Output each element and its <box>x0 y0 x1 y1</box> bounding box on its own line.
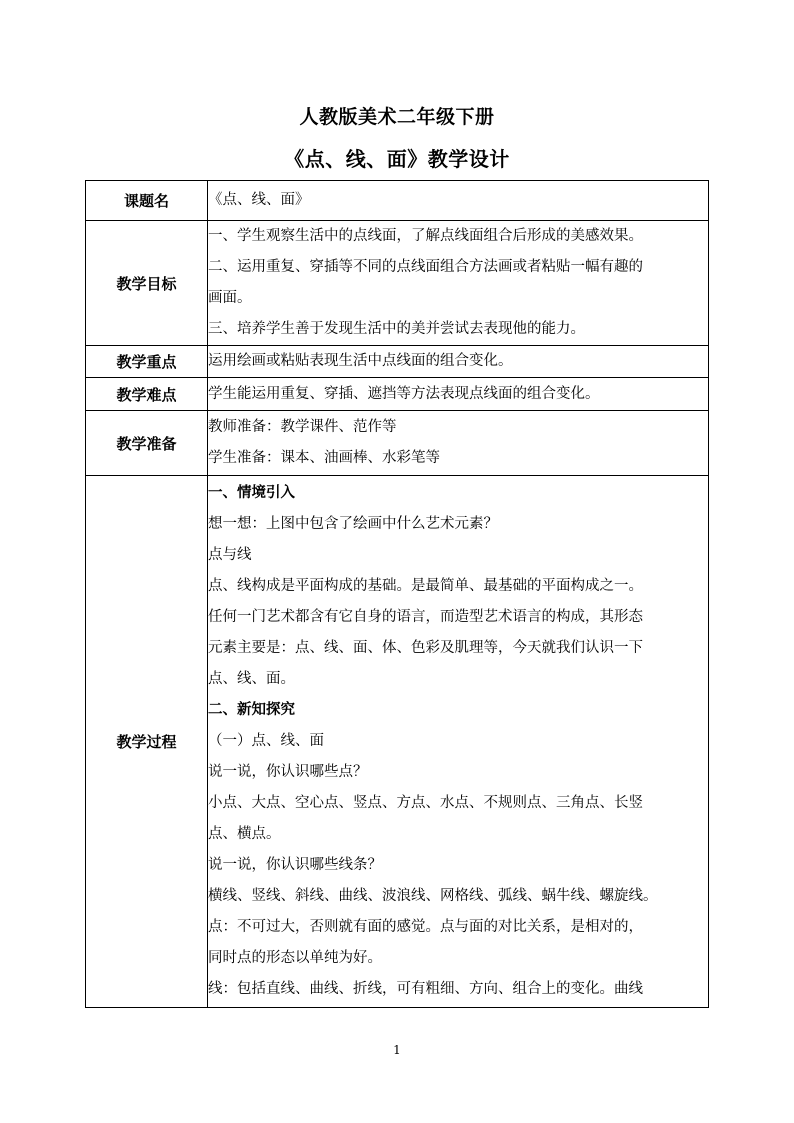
section-heading: 一、情境引入 <box>208 485 295 501</box>
content-line: 画面。 <box>208 290 252 306</box>
lesson-plan-table <box>85 180 709 1008</box>
content-line: 元素主要是：点、线、面、体、色彩及肌理等，今天就我们认识一下 <box>208 640 643 656</box>
document-title: 人教版美术二年级下册 <box>299 106 495 128</box>
content-line: 教师准备：教学课件、范作等 <box>208 419 397 435</box>
content-line: 想一想：上图中包含了绘画中什么艺术元素？ <box>208 516 498 532</box>
document-subtitle: 《点、线、面》教学设计 <box>284 147 510 171</box>
content-line: 学生准备：课本、油画棒、水彩笔等 <box>208 450 440 466</box>
content-line: 二、运用重复、穿插等不同的点线面组合方法画或者粘贴一幅有趣的 <box>208 259 643 275</box>
table-row <box>86 181 709 221</box>
content-line: 三、培养学生善于发现生活中的美并尝试去表现他的能力。 <box>208 321 585 337</box>
row-label-goals: 教学目标 <box>86 221 208 346</box>
table-row <box>86 346 709 378</box>
row-content-topic <box>208 181 709 221</box>
page-number: 1 <box>393 1043 401 1057</box>
content-line: 横线、竖线、斜线、曲线、波浪线、网格线、弧线、蜗牛线、螺旋线。 <box>208 888 658 904</box>
section-heading: 二、新知探究 <box>208 702 295 718</box>
row-content-key-points <box>208 346 709 378</box>
content-line: 说一说，你认识哪些点？ <box>208 764 368 780</box>
content-line: （一）点、线、面 <box>208 733 324 749</box>
content-line: 《点、线、面》 <box>208 192 310 208</box>
table-row <box>86 476 709 1008</box>
content-line: 运用绘画或粘贴表现生活中点线面的组合变化。 <box>208 353 513 369</box>
row-content-goals <box>208 221 709 346</box>
row-content-preparation <box>208 411 709 476</box>
content-line: 线：包括直线、曲线、折线，可有粗细、方向、组合上的变化。曲线 <box>208 981 643 997</box>
table-row <box>86 378 709 411</box>
row-content-difficulties <box>208 378 709 411</box>
content-line: 同时点的形态以单纯为好。 <box>208 950 382 966</box>
content-line: 点、线构成是平面构成的基础。是最简单、最基础的平面构成之一。 <box>208 578 643 594</box>
content-line: 点与线 <box>208 547 252 563</box>
row-label-process: 教学过程 <box>86 476 208 1008</box>
table-row <box>86 411 709 476</box>
row-content-process <box>208 476 709 1008</box>
row-label-key-points: 教学重点 <box>86 346 208 378</box>
content-line: 说一说，你认识哪些线条？ <box>208 857 382 873</box>
content-line: 点、线、面。 <box>208 671 295 687</box>
row-label-preparation: 教学准备 <box>86 411 208 476</box>
content-line: 点、横点。 <box>208 826 281 842</box>
content-line: 学生能运用重复、穿插、遮挡等方法表现点线面的组合变化。 <box>208 385 600 402</box>
row-label-topic: 课题名 <box>86 181 208 221</box>
row-label-difficulties: 教学难点 <box>86 378 208 411</box>
content-line: 一、学生观察生活中的点线面，了解点线面组合后形成的美感效果。 <box>208 228 643 244</box>
content-line: 点：不可过大，否则就有面的感觉。点与面的对比关系，是相对的， <box>208 919 643 935</box>
content-line: 任何一门艺术都含有它自身的语言，而造型艺术语言的构成，其形态 <box>208 609 643 625</box>
content-line: 小点、大点、空心点、竖点、方点、水点、不规则点、三角点、长竖 <box>208 795 643 811</box>
table-row <box>86 221 709 346</box>
